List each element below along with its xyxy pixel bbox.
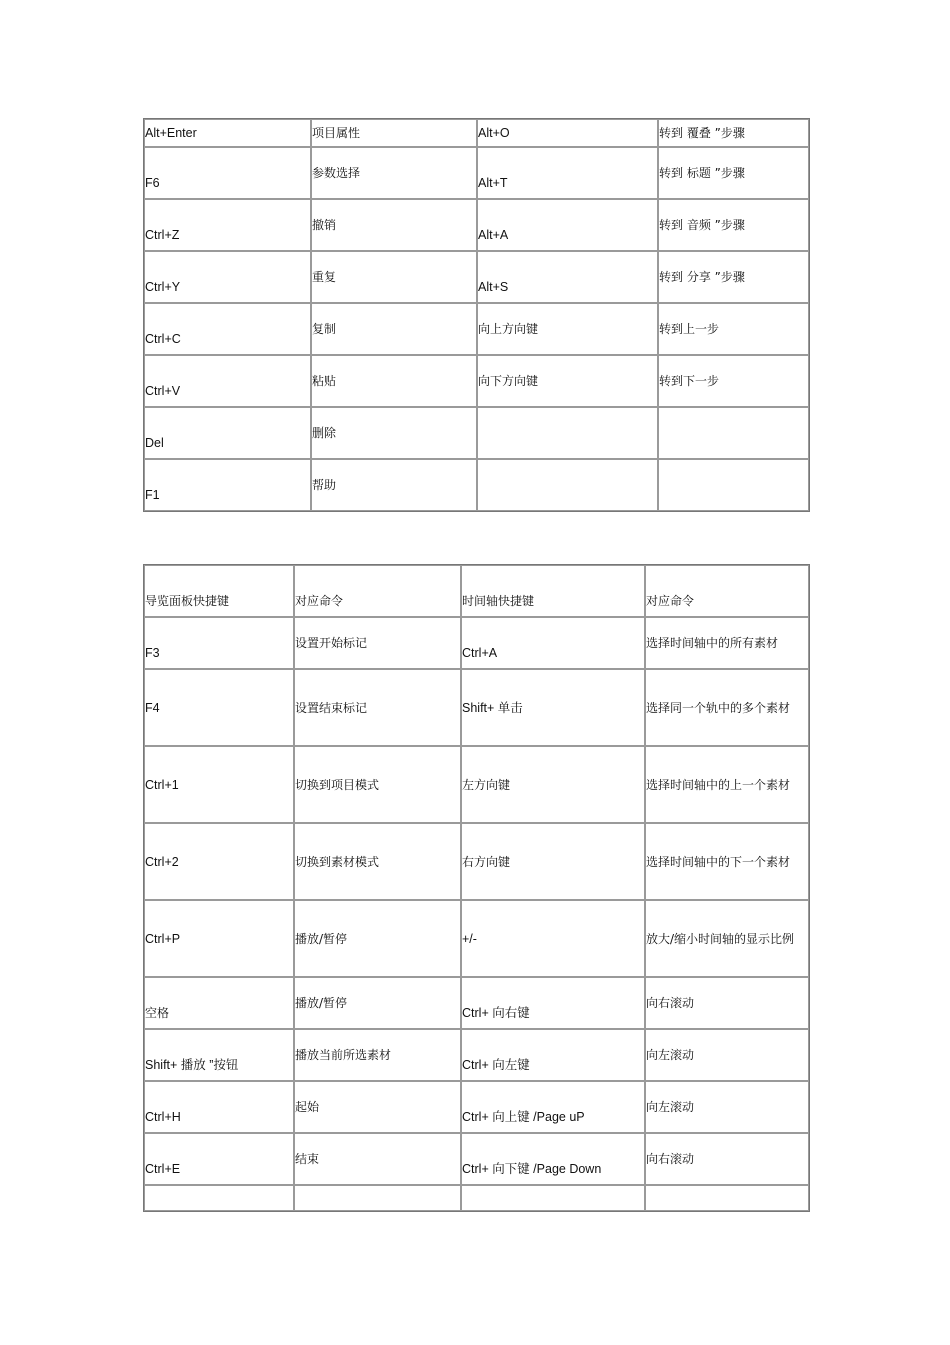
command-name: 向右滚动 [645, 1133, 809, 1185]
table-row [144, 823, 809, 900]
table-row [144, 355, 809, 407]
shortcut-key: F3 [144, 617, 294, 669]
shortcut-key: Ctrl+V [144, 355, 311, 407]
command-name: 播放/暂停 [294, 977, 461, 1029]
shortcut-key: 向上方向键 [477, 303, 658, 355]
shortcut-key [477, 459, 658, 511]
table-row [144, 1185, 809, 1211]
shortcut-key: Alt+O [477, 119, 658, 147]
column-header: 对应命令 [294, 565, 461, 617]
empty-cell [645, 1185, 809, 1211]
table-row [144, 900, 809, 977]
command-name: 选择同一个轨中的多个素材 [645, 669, 809, 746]
command-name: 删除 [311, 407, 477, 459]
table-header-row [144, 565, 809, 617]
command-name: 转到 标题 ”步骤 [658, 147, 809, 199]
command-name: 设置开始标记 [294, 617, 461, 669]
table-row [144, 199, 809, 251]
command-name: 结束 [294, 1133, 461, 1185]
shortcut-table-navigation-timeline [143, 564, 810, 1212]
shortcut-key: Shift+ 播放 ”按钮 [144, 1029, 294, 1081]
command-name: 撤销 [311, 199, 477, 251]
command-name [658, 459, 809, 511]
shortcut-key: 空格 [144, 977, 294, 1029]
command-name: 转到下一步 [658, 355, 809, 407]
shortcut-key: +/- [461, 900, 645, 977]
shortcut-key: F4 [144, 669, 294, 746]
shortcut-key: F1 [144, 459, 311, 511]
shortcut-key: Ctrl+1 [144, 746, 294, 823]
shortcut-key: 向下方向键 [477, 355, 658, 407]
shortcut-key: 右方向键 [461, 823, 645, 900]
command-name: 向左滚动 [645, 1081, 809, 1133]
shortcut-key: Alt+T [477, 147, 658, 199]
command-name: 粘贴 [311, 355, 477, 407]
shortcut-key: Ctrl+E [144, 1133, 294, 1185]
command-name: 转到上一步 [658, 303, 809, 355]
table-row [144, 1029, 809, 1081]
table-row [144, 977, 809, 1029]
table-row [144, 303, 809, 355]
shortcut-key: Ctrl+ 向左键 [461, 1029, 645, 1081]
command-name: 向右滚动 [645, 977, 809, 1029]
shortcut-key: Ctrl+ 向上键 /Page uP [461, 1081, 645, 1133]
table-row [144, 119, 809, 147]
column-header: 对应命令 [645, 565, 809, 617]
empty-cell [461, 1185, 645, 1211]
shortcut-key: Shift+ 单击 [461, 669, 645, 746]
command-name: 项目属性 [311, 119, 477, 147]
column-header: 导览面板快捷键 [144, 565, 294, 617]
shortcut-key: Ctrl+H [144, 1081, 294, 1133]
table-row [144, 147, 809, 199]
shortcut-key: Alt+Enter [144, 119, 311, 147]
command-name: 转到 分享 ”步骤 [658, 251, 809, 303]
command-name: 切换到项目模式 [294, 746, 461, 823]
command-name: 选择时间轴中的下一个素材 [645, 823, 809, 900]
shortcut-key: Del [144, 407, 311, 459]
command-name: 向左滚动 [645, 1029, 809, 1081]
table-row [144, 1081, 809, 1133]
command-name: 复制 [311, 303, 477, 355]
empty-cell [144, 1185, 294, 1211]
shortcut-key: 左方向键 [461, 746, 645, 823]
shortcut-key: Ctrl+P [144, 900, 294, 977]
command-name: 播放/暂停 [294, 900, 461, 977]
command-name: 选择时间轴中的上一个素材 [645, 746, 809, 823]
command-name: 起始 [294, 1081, 461, 1133]
shortcut-key: Alt+S [477, 251, 658, 303]
shortcut-key [477, 407, 658, 459]
table-row [144, 746, 809, 823]
shortcut-key: Ctrl+ 向下键 /Page Down [461, 1133, 645, 1185]
command-name: 选择时间轴中的所有素材 [645, 617, 809, 669]
table-row [144, 459, 809, 511]
command-name: 设置结束标记 [294, 669, 461, 746]
command-name: 重复 [311, 251, 477, 303]
column-header: 时间轴快捷键 [461, 565, 645, 617]
table-row [144, 669, 809, 746]
command-name: 转到 音频 ”步骤 [658, 199, 809, 251]
command-name: 帮助 [311, 459, 477, 511]
command-name: 放大/缩小时间轴的显示比例 [645, 900, 809, 977]
table-row [144, 1133, 809, 1185]
shortcut-key: Ctrl+A [461, 617, 645, 669]
shortcut-key: Alt+A [477, 199, 658, 251]
command-name: 参数选择 [311, 147, 477, 199]
shortcut-key: Ctrl+2 [144, 823, 294, 900]
shortcut-key: Ctrl+C [144, 303, 311, 355]
command-name: 转到 覆叠 ”步骤 [658, 119, 809, 147]
command-name: 切换到素材模式 [294, 823, 461, 900]
table-row [144, 407, 809, 459]
shortcut-key: Ctrl+ 向右键 [461, 977, 645, 1029]
shortcut-table-general [143, 118, 810, 512]
shortcut-key: F6 [144, 147, 311, 199]
shortcut-key: Ctrl+Z [144, 199, 311, 251]
table-row [144, 617, 809, 669]
command-name [658, 407, 809, 459]
empty-cell [294, 1185, 461, 1211]
shortcut-key: Ctrl+Y [144, 251, 311, 303]
command-name: 播放当前所选素材 [294, 1029, 461, 1081]
table-row [144, 251, 809, 303]
